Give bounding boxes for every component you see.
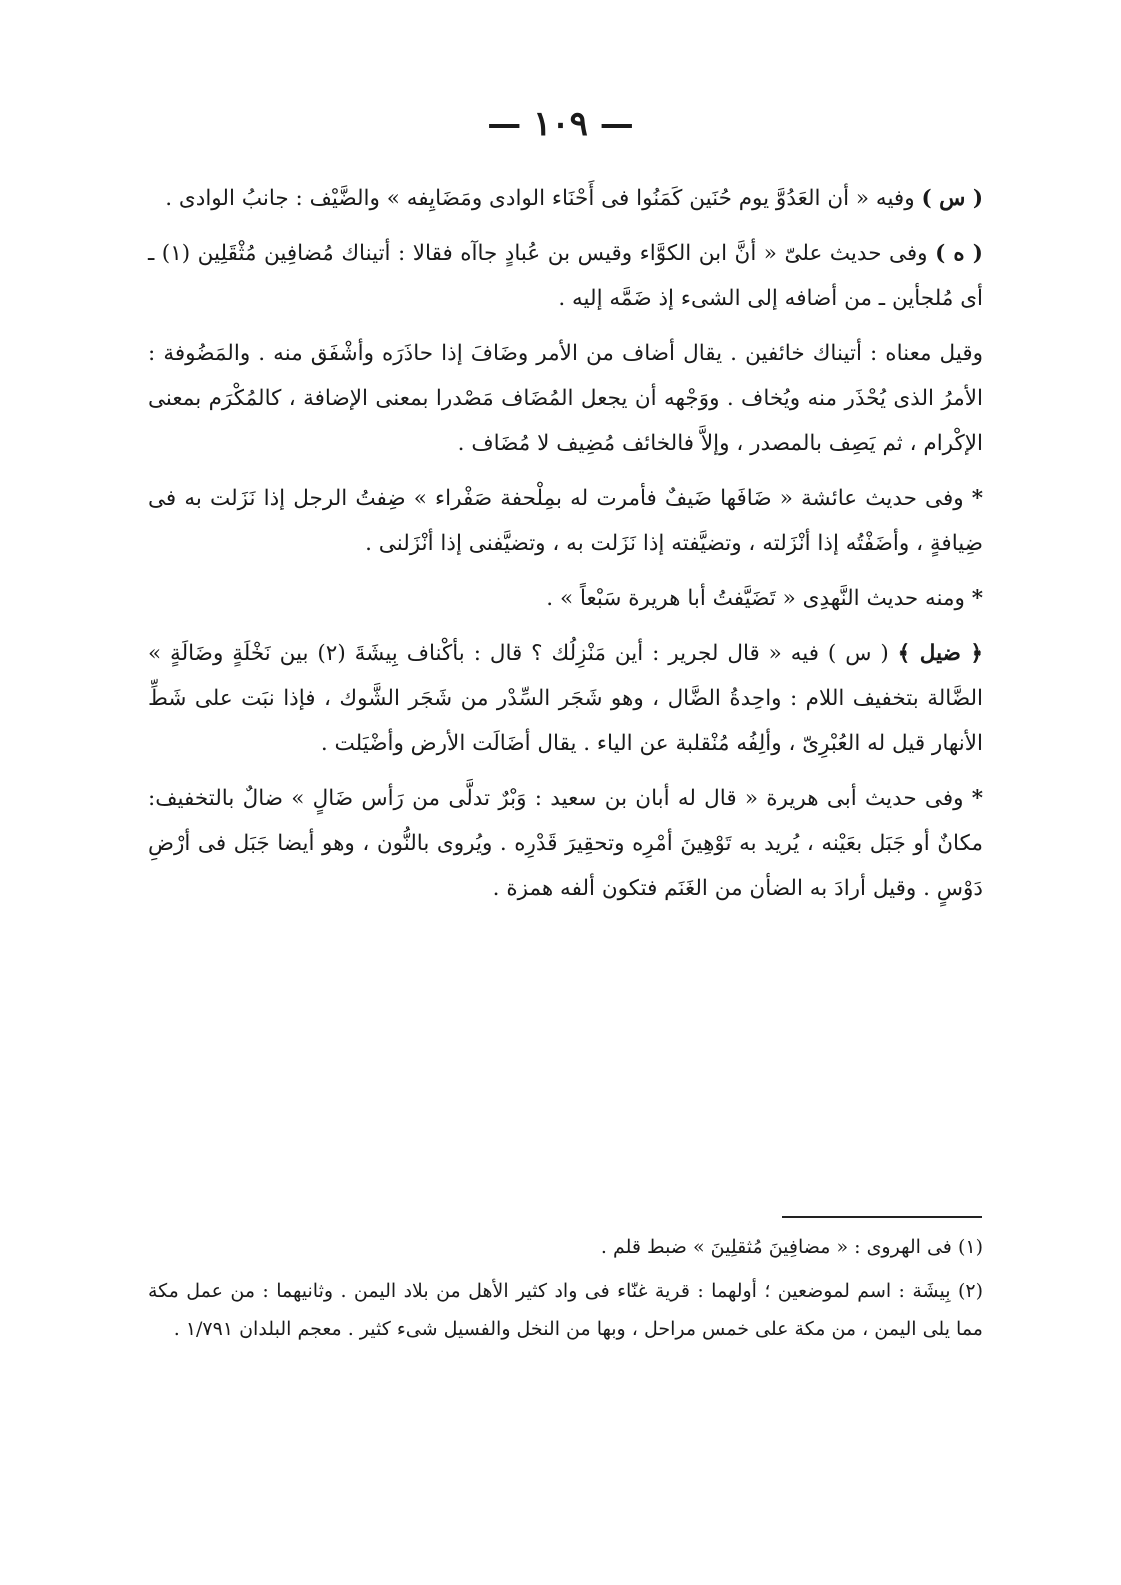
page-number: — ١٠٩ — bbox=[487, 104, 634, 144]
paragraph bbox=[148, 231, 983, 321]
footnote-text: بِيشَة : اسم لموضعين ؛ أولهما : قرية غنّاء فى واد كثير الأهل من بلاد اليمن . وثانيهما : من عمل مكة مما يلى اليمن ، من مكة على خمس مراحل ، وبها من النخل والفسيل شىء كثير . معجم البلدان ١/٧٩١ . bbox=[148, 1280, 983, 1340]
footnote-text: فى الهروى : « مضافِينَ مُثقلِينَ » ضبط قلم . bbox=[600, 1236, 952, 1258]
footnote-label: (٢) bbox=[957, 1280, 984, 1302]
main-text bbox=[148, 176, 983, 921]
entry-heading: ﴿ ضيل ﴾ bbox=[897, 641, 983, 666]
asterisk-marker: * bbox=[971, 786, 984, 811]
footnote bbox=[148, 1272, 983, 1348]
paragraph-text: وفيه « أن العَدُوَّ يوم حُنَين كَمَنُوا فى أَحْنَاء الوادى ومَضَايِفه » والضَّيْف : جانبُ الوادى . bbox=[165, 186, 915, 211]
source-symbol: ( ه ) bbox=[935, 241, 983, 266]
asterisk-marker: * bbox=[971, 586, 983, 611]
paragraph bbox=[148, 476, 983, 566]
paragraph-text: ومنه حديث النَّهدِى « تَضَيَّفتُ أبا هريرة سَبْعاً » . bbox=[546, 586, 965, 611]
paragraph bbox=[148, 776, 983, 911]
footnote-label: (١) bbox=[957, 1236, 983, 1258]
paragraph-text: وفى حديث علىّ « أنَّ ابن الكوَّاء وقيس بن عُبادٍ جاآه فقالا : أتيناك مُضافِين مُثْقَلِين (١) ـ أى مُلجأين ـ من أضافه إلى الشىء إذ ضَمَّه إليه . bbox=[148, 241, 983, 311]
paragraph bbox=[148, 176, 983, 221]
asterisk-marker: * bbox=[971, 486, 983, 511]
paragraph-text: وفى حديث أبى هريرة « قال له أبان بن سعيد : وَبْرٌ تدلَّى من رَأس ضَالٍ » ضالٌ بالتخفيف: مكانٌ أو جَبَل بعَيْنه ، يُريد به تَوْهِينَ أمْرِه وتحقِيرَ قَدْرِه . ويُروى بالنُّون ، وهو أيضا جَبَل فى أرْضِ دَوْسٍ . وقيل أرادَ به الضأن من الغَنَم فتكون ألفه همزة . bbox=[148, 786, 983, 901]
footnote bbox=[148, 1228, 983, 1266]
source-symbol: ( س ) bbox=[921, 186, 983, 211]
paragraph bbox=[148, 331, 983, 466]
paragraph-text: وقيل معناه : أتيناك خائفين . يقال أضاف من الأمر وضَافَ إذا حاذَرَه وأشْفَق منه . والمَضُوفة : الأمرُ الذى يُحْذَر منه ويُخاف . ووَجْهه أن يجعل المُضَاف مَصْدرا بمعنى الإضافة ، كالمُكْرَم بمعنى الإكْرام ، ثم يَصِف بالمصدر ، وإلاَّ فالخائف مُضِيف لا مُضَاف . bbox=[148, 341, 983, 456]
footnotes bbox=[148, 1228, 983, 1354]
paragraph-text: ( س ) فيه « قال لجرير : أين مَنْزِلُك ؟ قال : بأكْناف بِيشَةَ (٢) بين نَخْلَةٍ وضَالَةٍ » الضَّالة بتخفيف اللام : واحِدةُ الضَّال ، وهو شَجَر السِّدْر من شَجَر الشَّوك ، فإذا نبَت على شَطِّ الأنهار قيل له العُبْرِىّ ، وألِفُه مُنْقلبة عن الياء . يقال أضَالَت الأرض وأضْيَلت . bbox=[148, 641, 983, 756]
paragraph bbox=[148, 631, 983, 766]
footnote-divider bbox=[782, 1216, 982, 1218]
paragraph bbox=[148, 576, 983, 621]
paragraph-text: وفى حديث عائشة « ضَافَها ضَيفٌ فأمرت له بمِلْحفة صَفْراء » ضِفتُ الرجل إذا نَزَلت به فى ضِيافةٍ ، وأضَفْتُه إذا أنْزَلته ، وتضيَّفته إذا نَزَلت به ، وتضيَّفنى إذا أنْزَلنى . bbox=[148, 486, 983, 556]
